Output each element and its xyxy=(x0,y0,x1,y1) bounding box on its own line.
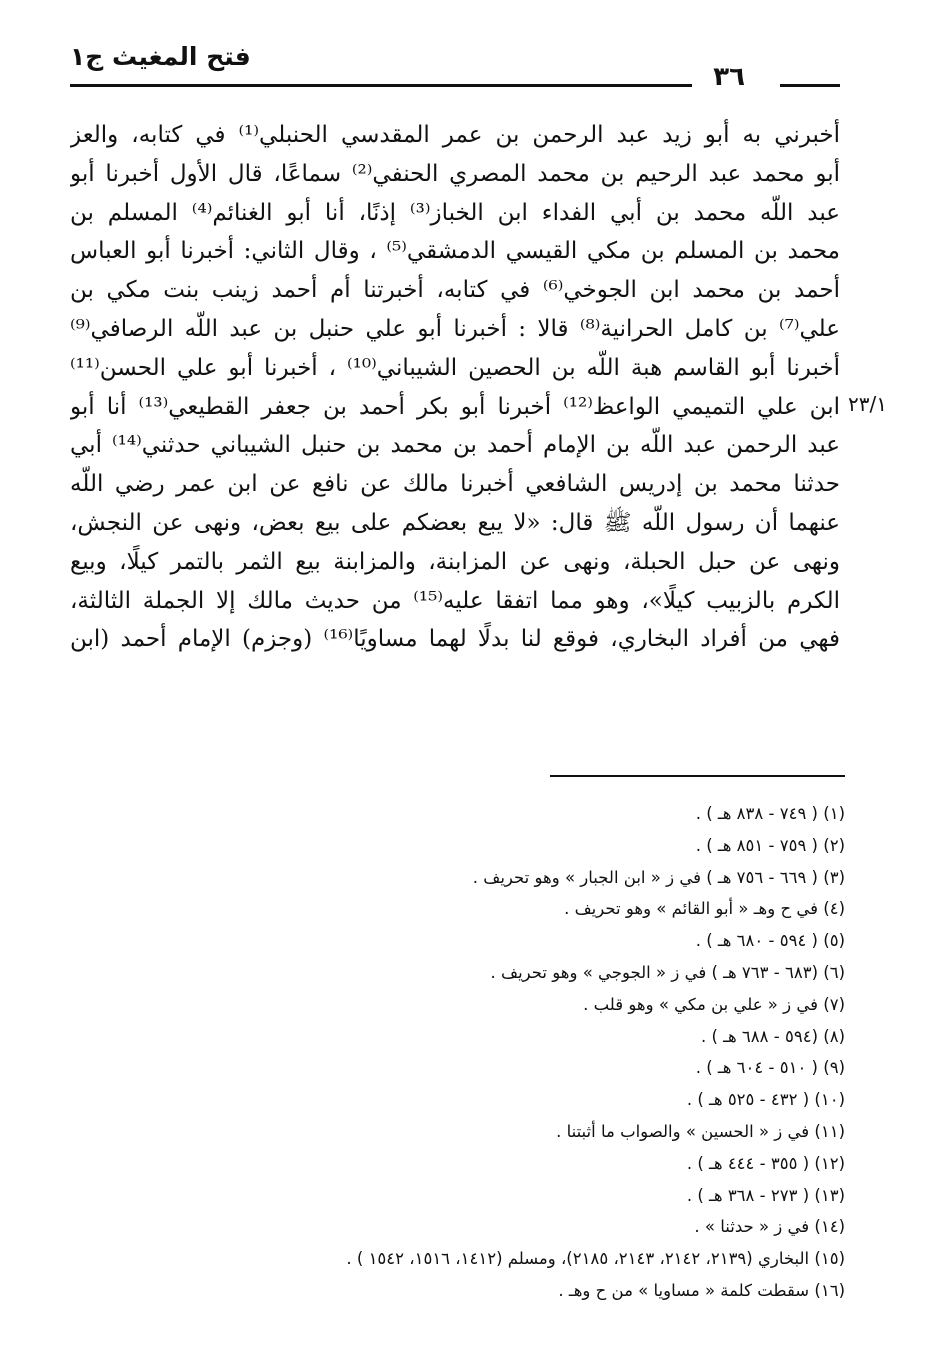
margin-reference: ٢٣/١ xyxy=(848,392,887,416)
text-line: فهي من أفراد البخاري، فوقع لنا بدلًا لهما مساويًا⁽¹⁶⁾ (وجزم) الإمام أحمد (ابن xyxy=(70,626,840,653)
text-line: حدثنا محمد بن إدريس الشافعي أخبرنا مالك عن نافع عن ابن عمر رضي اللّه xyxy=(70,471,840,498)
text-line: أحمد بن محمد ابن الجوخي⁽⁶⁾ في كتابه، أخبرتنا أم أحمد زينب بنت مكي بن xyxy=(70,277,840,304)
footnote: (٨) (٥٩٤ - ٦٨٨ هـ ) . xyxy=(700,1026,845,1046)
footnote: (١٦) سقطت كلمة « مساويا » من ح وهـ . xyxy=(558,1280,845,1300)
footnote: (٢) ( ٧٥٩ - ٨٥١ هـ ) . xyxy=(695,835,845,855)
text-line: عنهما أن رسول اللّه ﷺ قال: «لا يبع بعضكم على بيع بعض، ونهى عن النجش، xyxy=(70,509,840,536)
text-line: الكرم بالزبيب كيلًا»، وهو مما اتفقا عليه⁽¹⁵⁾ من حديث مالك إلا الجملة الثالثة، xyxy=(70,587,840,614)
footnote: (٩) ( ٥١٠ - ٦٠٤ هـ ) . xyxy=(695,1058,845,1078)
main-text xyxy=(70,116,840,659)
footnote: (١٠) ( ٤٣٢ - ٥٢٥ هـ ) . xyxy=(686,1090,845,1110)
footnote-separator xyxy=(550,775,845,777)
footnote: (١٢) ( ٣٥٥ - ٤٤٤ هـ ) . xyxy=(686,1153,845,1173)
footnote: (٦) (٦٨٣ - ٧٦٣ هـ ) في ز « الجوجي » وهو تحريف . xyxy=(490,962,845,982)
header-rule xyxy=(70,84,692,87)
footnote: (٥) ( ٥٩٤ - ٦٨٠ هـ ) . xyxy=(695,931,845,951)
footnote: (٤) في ح وهـ « أبو القائم » وهو تحريف . xyxy=(564,899,845,919)
footnote: (١) ( ٧٤٩ - ٨٣٨ هـ ) . xyxy=(695,804,845,823)
footnote: (١٥) البخاري (٢١٣٩، ٢١٤٢، ٢١٤٣، ٢١٨٥)، ومسلم (١٤١٢، ١٥١٦، ١٥٤٢ ) . xyxy=(346,1249,845,1269)
text-line: أبو محمد عبد الرحيم بن محمد المصري الحنفي⁽²⁾ سماعًا، قال الأول أخبرنا أبو xyxy=(70,160,840,187)
book-title: فتح المغيث ج١ xyxy=(70,42,251,71)
page-number: ٣٦ xyxy=(713,62,745,92)
text-line: ونهى عن حبل الحبلة، ونهى عن المزابنة، والمزابنة بيع الثمر بالتمر كيلًا، وبيع xyxy=(70,548,840,575)
footnote: (١١) في ز « الحسين » والصواب ما أثبتنا . xyxy=(556,1121,845,1141)
footnote: (١٤) في ز « حدثنا » . xyxy=(694,1217,845,1237)
footnote: (١٣) ( ٢٧٣ - ٣٦٨ هـ ) . xyxy=(686,1185,845,1205)
footnotes xyxy=(65,798,845,1307)
footnote: (٧) في ز « علي بن مكي » وهو قلب . xyxy=(583,994,845,1014)
footnote: (٣) ( ٦٦٩ - ٧٥٦ هـ ) في ز « ابن الجبار » وهو تحريف . xyxy=(472,867,845,887)
header-rule-short xyxy=(780,84,840,87)
text-line: علي⁽⁷⁾ بن كامل الحرانية⁽⁸⁾ قالا : أخبرنا أبو علي حنبل بن عبد اللّه الرصافي⁽⁹⁾ xyxy=(70,315,840,342)
text-line: أخبرنا أبو القاسم هبة اللّه بن الحصين الشيباني⁽¹⁰⁾ ، أخبرنا أبو علي الحسن⁽¹¹⁾ xyxy=(70,354,840,381)
page-header xyxy=(70,40,840,100)
text-line: أخبرني به أبو زيد عبد الرحمن بن عمر المقدسي الحنبلي⁽¹⁾ في كتابه، والعز xyxy=(70,122,840,148)
text-line: عبد اللّه محمد بن أبي الفداء ابن الخباز⁽³⁾ إذنًا، أنا أبو الغنائم⁽⁴⁾ المسلم بن xyxy=(70,199,840,226)
text-line: محمد بن المسلم بن مكي القيسي الدمشقي⁽⁵⁾ ، وقال الثاني: أخبرنا أبو العباس xyxy=(70,238,840,265)
text-line: عبد الرحمن عبد اللّه بن الإمام أحمد بن محمد بن حنبل الشيباني حدثني⁽¹⁴⁾ أبي xyxy=(70,432,840,459)
text-line: ابن علي التميمي الواعظ⁽¹²⁾ أخبرنا أبو بكر أحمد بن جعفر القطيعي⁽¹³⁾ أنا أبو xyxy=(70,393,840,420)
